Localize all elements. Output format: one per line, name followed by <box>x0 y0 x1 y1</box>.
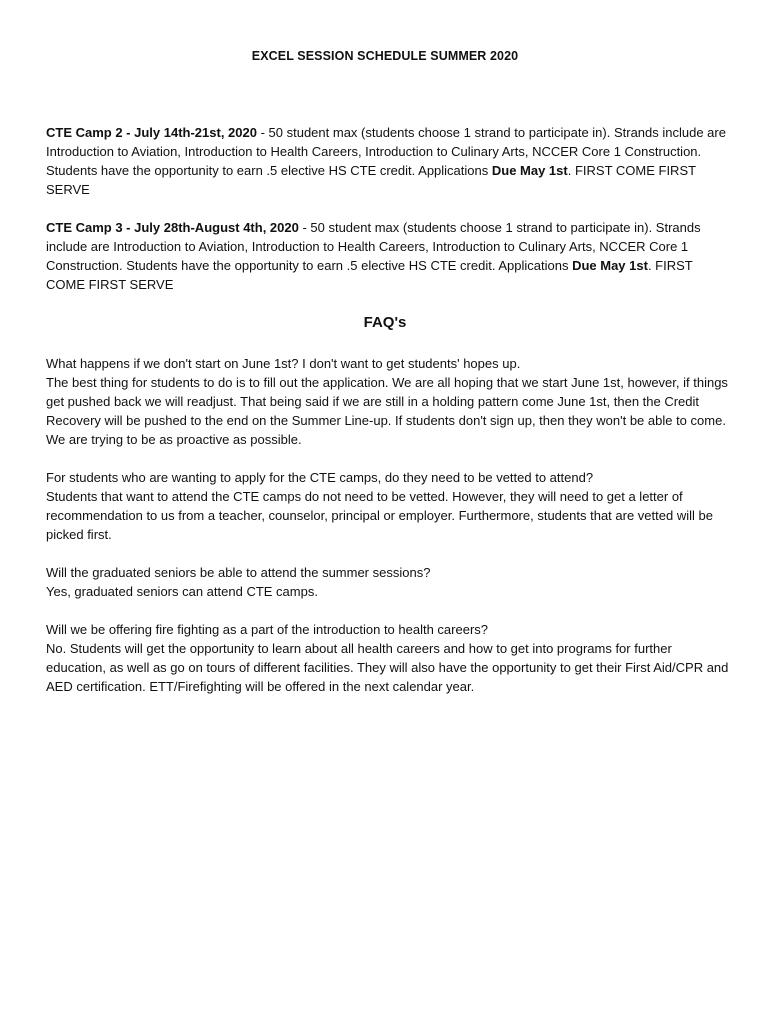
camp-3-closing: . FIRST COME FIRST SERVE <box>46 258 693 292</box>
faq-item <box>46 354 730 449</box>
camp-2-due-date: Due May 1st <box>491 163 568 178</box>
faq-question: What happens if we don't start on June 1st? I don't want to get students' hopes up. <box>46 356 521 371</box>
faq-item <box>46 620 730 696</box>
camp-2-heading: CTE Camp 2 - July 14th-21st, 2020 <box>46 125 257 140</box>
faq-question: For students who are wanting to apply for the CTE camps, do they need to be vetted to attend? <box>46 470 594 485</box>
faq-item <box>46 468 730 544</box>
faq-question: Will the graduated seniors be able to attend the summer sessions? <box>46 565 431 580</box>
camp-3-description: - 50 student max (students choose 1 strand to participate in). Strands include are Introduction to Aviation, Introduction to Health Careers, Introduction to Culinary Arts, NCCER Core 1 Construction. Students have the opportunity to earn .5 elective HS CTE credit. Applications <box>46 220 701 273</box>
faq-heading: FAQ's <box>363 314 407 331</box>
camp-3-heading: CTE Camp 3 - July 28th-August 4th, 2020 <box>46 220 299 235</box>
camp-3-paragraph <box>46 218 730 294</box>
camp-2-closing: . FIRST COME FIRST SERVE <box>46 163 696 197</box>
page-title: EXCEL SESSION SCHEDULE SUMMER 2020 <box>251 49 519 63</box>
faq-item <box>46 563 730 601</box>
faq-question: Will we be offering fire fighting as a part of the introduction to health careers? <box>46 622 489 637</box>
camp-2-description: - 50 student max (students choose 1 strand to participate in). Strands include are Introduction to Aviation, Introduction to Health Careers, Introduction to Culinary Arts, NCCER Core 1 Construction. Students have the opportunity to earn .5 elective HS CTE credit. Applications <box>46 125 726 178</box>
camp-3-due-date: Due May 1st <box>572 258 648 273</box>
camp-2-paragraph <box>46 123 730 199</box>
faq-answer: No. Students will get the opportunity to learn about all health careers and how to get into programs for further education, as well as go on tours of different facilities. They will also have the opportunity to get their First Aid/CPR and AED certification. ETT/Firefighting will be offered in the next calendar year. <box>46 641 729 694</box>
faq-answer: Students that want to attend the CTE camps do not need to be vetted. However, they will need to get a letter of recommendation to us from a teacher, counselor, principal or employer. Furthermore, students that are vetted will be picked first. <box>46 489 713 542</box>
faq-answer: Yes, graduated seniors can attend CTE camps. <box>46 584 318 599</box>
faq-answer: The best thing for students to do is to fill out the application. We are all hoping that we start June 1st, however, if things get pushed back we will readjust. That being said if we are still in a holding pattern come June 1st, then the Credit Recovery will be pushed to the end on the Summer Line-up. If students don't sign up, then they won't be able to come. We are trying to be as proactive as possible. <box>46 375 728 447</box>
